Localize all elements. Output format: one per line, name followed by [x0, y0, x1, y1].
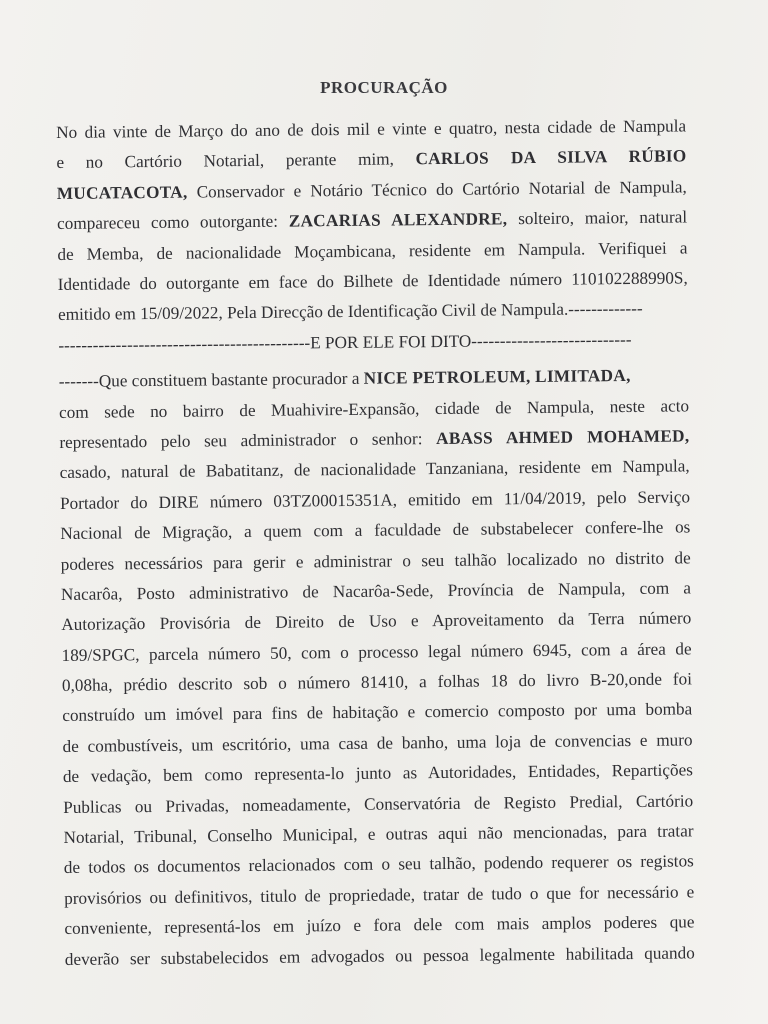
text-segment: 189/SPGC, parcela número 50, com o processo legal número 6945, com a área de	[61, 639, 692, 665]
document-body	[56, 111, 695, 975]
document-title: PROCURAÇÃO	[320, 78, 448, 97]
text-segment: Nacarôa, Posto administrativo de Nacarôa-Sede, Província de Nampula, com a	[60, 578, 692, 604]
grantor-name: ZACARIAS ALEXANDRE,	[288, 209, 508, 231]
administrator-name: ABASS AHMED MOHAMED,	[435, 426, 690, 448]
text-segment: e no Cartório Notarial, perante mim,	[56, 149, 394, 173]
text-line	[65, 938, 695, 975]
text-segment: representado pelo seu administrador o senhor:	[59, 429, 423, 452]
text-segment: Publicas ou Privadas, nomeadamente, Conservatória de Registo Predial, Cartório	[63, 791, 694, 817]
text-segment: deverão ser substabelecidos em advogados ou pessoa legalmente habilitada quando	[64, 942, 695, 969]
text-segment: Conservador e Notário Técnico do Cartório Notarial de Nampula,	[196, 177, 687, 202]
text-segment: 0,08ha, prédio descrito sob o número 81410, a folhas 18 do livro B-20,onde foi	[61, 669, 693, 696]
notary-name: CARLOS DA SILVA RÚBIO	[415, 146, 687, 169]
attorney-company: NICE PETROLEUM, LIMITADA,	[363, 366, 631, 388]
text-segment: Portador do DIRE número 03TZ00015351A, emitido em 11/04/2019, pelo Serviço	[59, 487, 691, 513]
text-segment: provisórios ou definitivos, titulo de propriedade, tratar de tudo o que for necessário e	[64, 882, 695, 908]
text-segment: construído um imóvel para fins de habitação e comercio composto por uma bomba	[62, 699, 693, 726]
text-segment: Identidade do outorgante em face do Bilhete de Identidade número 110102288990S,	[57, 268, 688, 294]
text-segment: solteiro, maior, natural	[518, 207, 688, 229]
paragraph-2	[59, 361, 695, 975]
section-heading: --------------------------------------------E POR ELE FOI DITO----------------------------	[58, 329, 632, 355]
text-segment: poderes necessários para gerir e administrar o seu talhão localizado no distrito de	[60, 547, 691, 574]
text-segment: conveniente, representá-los em juízo e fora dele com mais amplos poderes que	[64, 912, 695, 939]
text-segment: com sede no bairro de Muahivire-Expansão, cidade de Nampula, neste acto	[58, 395, 690, 422]
text-segment: emitido em 15/09/2022, Pela Direcção de Identificação Civil de Nampula.-------------	[57, 299, 643, 325]
text-segment: -------Que constituem bastante procurador a	[58, 368, 360, 392]
text-segment: No dia vinte de Março do ano de dois mil e vinte e quatro, nesta cidade de Nampula	[56, 116, 687, 142]
text-segment: de combustíveis, um escritório, uma casa de banho, uma loja de convencias e muro	[62, 730, 693, 756]
text-segment: de vedação, bem como representa-lo junto as Autoridades, Entidades, Repartições	[62, 760, 693, 787]
text-segment: de todos os documentos relacionados com o seu talhão, podendo requerer os registos	[63, 851, 694, 878]
text-segment: compareceu como outorgante:	[57, 211, 279, 234]
text-segment: Nacional de Migração, a quem com a faculdade de substabelecer confere-lhe os	[60, 517, 691, 544]
text-segment: de Memba, de nacionalidade Moçambicana, residente em Nampula. Verifiquei a	[57, 237, 688, 264]
notary-surname: MUCATACOTA,	[56, 182, 188, 203]
text-segment: Autorização Provisória de Direito de Uso e Aproveitamento da Terra número	[61, 608, 692, 635]
text-segment: casado, natural de Babatitanz, de nacionalidade Tanzaniana, residente em Nampula,	[59, 456, 690, 483]
text-segment: Notarial, Tribunal, Conselho Municipal, e outras aqui não mencionadas, para tratar	[63, 821, 694, 847]
paragraph-1	[56, 111, 688, 330]
